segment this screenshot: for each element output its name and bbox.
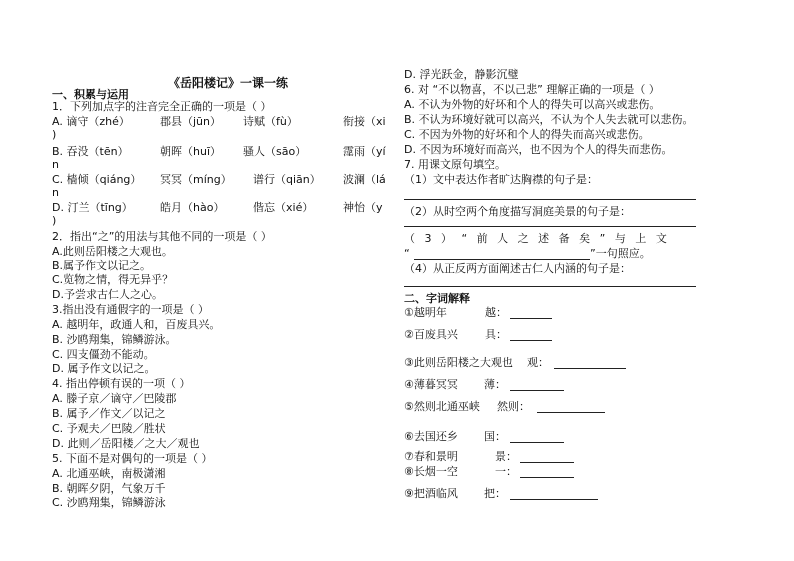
q4-option: D. 此则／岳阳楼／之大／观也	[52, 437, 200, 450]
answer-line[interactable]	[510, 499, 598, 500]
q7-item-1: （1）文中表达作者旷达胸襟的句子是：	[404, 173, 598, 186]
q3-option: D. 属予作文以记之。	[52, 362, 156, 375]
q1-option-d-3: 偕忘（xié）	[253, 201, 314, 214]
q2-option: A.此则岳阳楼之大观也。	[52, 245, 173, 258]
answer-line[interactable]	[414, 259, 590, 260]
q1-option-a-4: 衔接（xi	[343, 115, 386, 128]
q4-option: C. 予观夫／巴陵／胜状	[52, 422, 166, 435]
q1-option-d-1: D. 汀兰（tīng）	[52, 201, 133, 214]
answer-line[interactable]	[510, 442, 564, 443]
q1-option-c-1: C. 樯倾（qiáng）	[52, 173, 142, 186]
question-stem: 5. 下面不是对偶句的一项是（ ）	[52, 452, 213, 465]
q2-option: C.览物之情，得无异乎？	[52, 273, 174, 286]
q1-option-a-1: A. 谪守（zhé）	[52, 115, 130, 128]
q1-option-c-2: 冥冥（míng）	[160, 173, 232, 186]
q1-option-b-3: 骚人（sāo）	[243, 145, 307, 158]
q6-option: A. 不认为外物的好坏和个人的得失可以高兴或悲伤。	[404, 98, 661, 111]
q7-item-4: （4）从正反两方面阐述古仁人内涵的句子是：	[404, 262, 631, 275]
q1-option-d-4: 神怡（y	[343, 201, 383, 214]
answer-line[interactable]	[510, 390, 564, 391]
q1-wrap-c: n	[52, 186, 59, 199]
q1-option-b-1: B. 吞没（tēn）	[52, 145, 129, 158]
vocab-word: 越：	[485, 306, 507, 319]
answer-line[interactable]	[404, 226, 696, 227]
q1-option-d-2: 皓月（hào）	[160, 201, 225, 214]
q7-item-3: （ 3 ） “ 前 人 之 述 备 矣 ” 与 上 文	[404, 232, 670, 245]
q1-option-c-3: 谱行（qiān）	[253, 173, 321, 186]
vocab-word: 观：	[527, 356, 549, 369]
q1-option-b-4: 霪雨（yí	[343, 145, 386, 158]
question-stem: 2．指出“之”的用法与其他不同的一项是（ ）	[52, 230, 272, 243]
vocab-word: 把：	[484, 487, 506, 500]
section-heading: 二、字词解释	[404, 292, 470, 305]
vocab-phrase: ①越明年	[404, 306, 447, 319]
answer-line[interactable]	[554, 368, 626, 369]
q5-option: B. 朝晖夕阴，气象万千	[52, 482, 166, 495]
q6-option: C. 不因为外物的好坏和个人的得失而高兴或悲伤。	[404, 128, 650, 141]
q1-option-b-2: 朝晖（huī）	[160, 145, 221, 158]
q3-option: A. 越明年，政通人和，百废具兴。	[52, 318, 221, 331]
vocab-phrase: ⑨把酒临风	[404, 487, 458, 500]
q5-option-d: D. 浮光跃金，静影沉璧	[404, 68, 519, 81]
vocab-word: 国：	[484, 430, 506, 443]
q3-option: C. 四支僵劲不能动。	[52, 348, 155, 361]
answer-line[interactable]	[520, 462, 574, 463]
answer-line[interactable]	[510, 318, 552, 319]
q2-option: D.予尝求古仁人之心。	[52, 288, 163, 301]
q1-option-a-3: 诗赋（fù）	[243, 115, 298, 128]
vocab-phrase: ⑤然则北通巫峡	[404, 400, 480, 413]
q1-wrap-d: )	[52, 214, 57, 227]
vocab-phrase: ②百废具兴	[404, 328, 458, 341]
q2-option: B.属予作文以记之。	[52, 259, 152, 272]
q7-item-3-quote-open: “	[404, 247, 410, 260]
question-stem: 1．下列加点字的注音完全正确的一项是（ ）	[52, 100, 272, 113]
answer-line[interactable]	[510, 340, 552, 341]
q1-wrap-b: n	[52, 158, 59, 171]
q7-item-2: （2）从时空两个角度描写洞庭美景的句子是：	[404, 205, 631, 218]
vocab-word: 景：	[495, 450, 517, 463]
vocab-phrase: ⑦春和景明	[404, 450, 458, 463]
page-title: 《岳阳楼记》一课一练	[168, 76, 289, 90]
q7-item-3-quote-close: ”一句照应。	[590, 247, 651, 260]
question-stem: 6. 对 “不以物喜，不以己悲” 理解正确的一项是（ ）	[404, 83, 660, 96]
vocab-word: 薄：	[484, 378, 506, 391]
vocab-word: 一：	[495, 465, 517, 478]
vocab-word: 具：	[485, 328, 507, 341]
vocab-word: 然则：	[497, 400, 530, 413]
vocab-phrase: ⑥去国还乡	[404, 430, 458, 443]
q1-wrap-a: )	[52, 128, 57, 141]
q5-option: C. 沙鸥翔集，锦鳞游泳	[52, 496, 166, 509]
q6-option: B. 不认为环境好就可以高兴，不认为个人失去就可以悲伤。	[404, 113, 694, 126]
question-stem: 7. 用课文原句填空。	[404, 158, 506, 171]
q3-option: B. 沙鸥翔集，锦鳞游泳。	[52, 333, 177, 346]
answer-line[interactable]	[404, 199, 696, 200]
q4-option: B. 属予／作文／以记之	[52, 407, 166, 420]
vocab-phrase: ③此则岳阳楼之大观也	[404, 356, 513, 369]
answer-line[interactable]	[520, 477, 574, 478]
answer-line[interactable]	[404, 286, 696, 287]
vocab-phrase: ⑧长烟一空	[404, 465, 458, 478]
question-stem: 4. 指出停顿有误的一项（ ）	[52, 377, 191, 390]
vocab-phrase: ④薄暮冥冥	[404, 378, 458, 391]
answer-line[interactable]	[537, 412, 605, 413]
q1-option-c-4: 波澜（lá	[343, 173, 386, 186]
q5-option: A. 北通巫峡，南极潇湘	[52, 467, 166, 480]
question-stem: 3.指出没有通假字的一项是（ ）	[52, 303, 209, 316]
q6-option: D. 不因为环境好而高兴，也不因为个人的得失而悲伤。	[404, 143, 673, 156]
section-heading: 一、积累与运用	[52, 88, 129, 101]
q1-option-a-2: 郡县（jūn）	[160, 115, 221, 128]
q4-option: A. 滕子京／谪守／巴陵郡	[52, 392, 177, 405]
